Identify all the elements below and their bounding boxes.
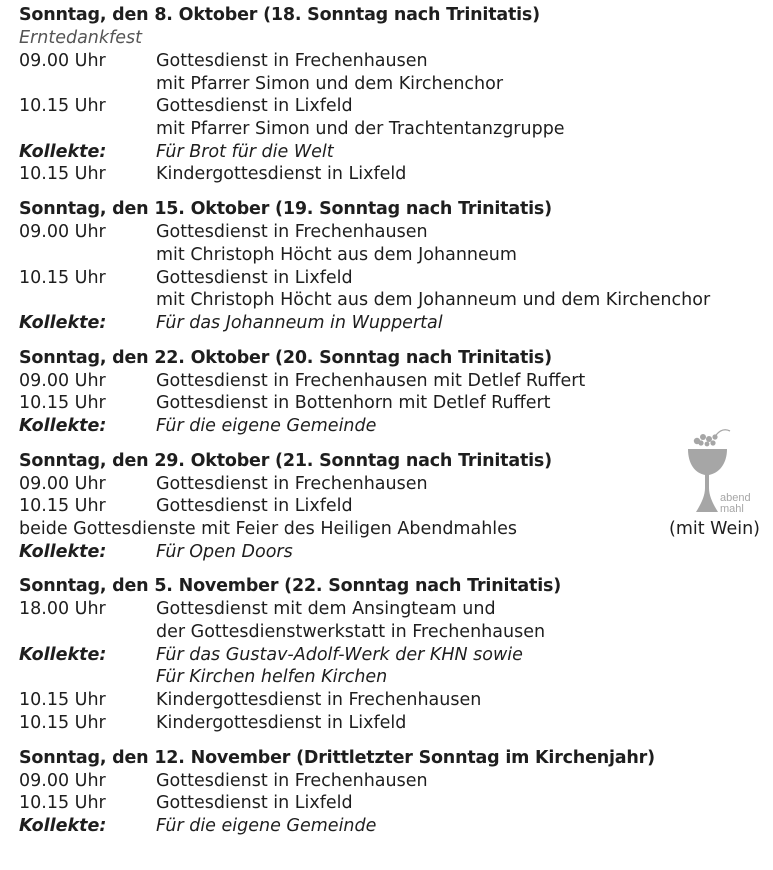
service-section	[19, 347, 764, 438]
service-row	[19, 392, 764, 415]
info-note: (mit Wein)	[669, 519, 760, 539]
kollekte-label: Kollekte:	[19, 312, 107, 333]
logo-text-mahl: mahl	[720, 503, 744, 515]
service-time: 10.15 Uhr	[19, 496, 106, 517]
service-time: 10.15 Uhr	[19, 96, 106, 117]
service-time: 10.15 Uhr	[19, 164, 106, 185]
service-time: 09.00 Uhr	[19, 473, 106, 494]
service-description: Gottesdienst in Lixfeld	[156, 793, 353, 814]
kollekte-purpose: Für Kirchen helfen Kirchen	[156, 667, 388, 688]
info-row	[19, 518, 764, 541]
section-heading: Sonntag, den 29. Oktober (21. Sonntag nach Trinitatis)	[19, 450, 552, 471]
kollekte-purpose: Für das Gustav-Adolf-Werk der KHN sowie	[156, 644, 523, 665]
service-description: mit Christoph Höcht aus dem Johanneum und dem Kirchenchor	[156, 290, 711, 311]
service-row	[19, 244, 764, 267]
service-row	[19, 267, 764, 290]
service-description: Gottesdienst in Frechenhausen mit Detlef Ruffert	[156, 370, 586, 391]
kollekte-row	[19, 415, 764, 438]
kollekte-label: Kollekte:	[19, 815, 107, 836]
service-description: mit Christoph Höcht aus dem Johanneum	[156, 244, 517, 265]
service-description: Kindergottesdienst in Frechenhausen	[156, 690, 482, 711]
service-description: Kindergottesdienst in Lixfeld	[156, 712, 407, 733]
kollekte-label: Kollekte:	[19, 541, 107, 562]
service-section	[19, 747, 764, 838]
service-time: 10.15 Uhr	[19, 267, 106, 288]
section-heading: Sonntag, den 8. Oktober (18. Sonntag nach Trinitatis)	[19, 5, 540, 25]
service-time	[19, 289, 156, 312]
service-row	[19, 770, 764, 793]
service-time: 18.00 Uhr	[19, 599, 106, 620]
service-time: 10.15 Uhr	[19, 793, 106, 814]
kollekte-purpose: Für Open Doors	[156, 541, 293, 562]
service-description: Gottesdienst in Frechenhausen	[156, 51, 428, 71]
service-time: 10.15 Uhr	[19, 690, 106, 711]
service-row	[19, 95, 764, 118]
service-time: 09.00 Uhr	[19, 222, 106, 243]
service-description: Gottesdienst in Frechenhausen	[156, 222, 428, 243]
service-section	[19, 4, 764, 186]
kollekte-purpose: Für Brot für die Welt	[156, 141, 334, 162]
service-time: 09.00 Uhr	[19, 370, 106, 391]
service-time: 09.00 Uhr	[19, 770, 106, 791]
kollekte-purpose: Für die eigene Gemeinde	[156, 415, 377, 436]
service-section	[19, 450, 764, 564]
kollekte-row	[19, 644, 764, 667]
service-description: mit Pfarrer Simon und dem Kirchenchor	[156, 73, 504, 94]
service-description: Gottesdienst in Lixfeld	[156, 496, 353, 517]
section-heading: Sonntag, den 5. November (22. Sonntag nach Trinitatis)	[19, 576, 562, 597]
abendmahl-chalice-icon	[683, 428, 753, 520]
service-row	[19, 495, 764, 518]
service-description: Gottesdienst in Frechenhausen	[156, 770, 428, 791]
section-heading: Sonntag, den 12. November (Drittletzter Sonntag im Kirchenjahr)	[19, 747, 655, 768]
service-description: Gottesdienst mit dem Ansingteam und	[156, 599, 496, 620]
service-time	[19, 73, 156, 96]
logo-text-abend: abend	[720, 492, 751, 504]
kollekte-row	[19, 815, 764, 838]
section-heading: Sonntag, den 22. Oktober (20. Sonntag nach Trinitatis)	[19, 347, 552, 368]
kollekte-row	[19, 312, 764, 335]
service-description: Kindergottesdienst in Lixfeld	[156, 164, 407, 185]
kollekte-label: Kollekte:	[19, 644, 107, 665]
service-row	[19, 621, 764, 644]
kollekte-purpose: Für das Johanneum in Wuppertal	[156, 312, 443, 333]
service-row	[19, 712, 764, 735]
service-time	[19, 621, 156, 644]
service-section	[19, 575, 764, 734]
service-row	[19, 473, 764, 496]
service-row	[19, 792, 764, 815]
schedule-document	[19, 4, 764, 850]
info-text: beide Gottesdienste mit Feier des Heiligen Abendmahles	[19, 519, 518, 539]
kollekte-label	[19, 666, 156, 689]
kollekte-purpose: Für die eigene Gemeinde	[156, 815, 377, 836]
service-description: Gottesdienst in Lixfeld	[156, 96, 353, 117]
abendmahl-logo	[683, 428, 753, 520]
service-row	[19, 73, 764, 96]
service-section	[19, 198, 764, 334]
service-row	[19, 370, 764, 393]
service-time: 10.15 Uhr	[19, 393, 106, 414]
service-time	[19, 118, 156, 141]
service-description: der Gottesdienstwerkstatt in Frechenhausen	[156, 622, 546, 643]
service-time: 09.00 Uhr	[19, 51, 106, 71]
kollekte-label: Kollekte:	[19, 415, 107, 436]
service-description: Gottesdienst in Frechenhausen	[156, 473, 428, 494]
service-row	[19, 118, 764, 141]
service-row	[19, 289, 764, 312]
kollekte-row	[19, 141, 764, 164]
service-row	[19, 163, 764, 186]
service-row	[19, 221, 764, 244]
kollekte-row	[19, 666, 764, 689]
section-subtitle: Erntedankfest	[19, 28, 142, 48]
service-row	[19, 689, 764, 712]
service-description: Gottesdienst in Bottenhorn mit Detlef Ruffert	[156, 393, 551, 414]
section-heading: Sonntag, den 15. Oktober (19. Sonntag nach Trinitatis)	[19, 199, 552, 220]
service-row	[19, 598, 764, 621]
service-time	[19, 244, 156, 267]
service-description: Gottesdienst in Lixfeld	[156, 267, 353, 288]
kollekte-label: Kollekte:	[19, 141, 107, 162]
service-description: mit Pfarrer Simon und der Trachtentanzgruppe	[156, 119, 565, 140]
service-time: 10.15 Uhr	[19, 712, 106, 733]
kollekte-row	[19, 541, 764, 564]
service-row	[19, 50, 764, 73]
